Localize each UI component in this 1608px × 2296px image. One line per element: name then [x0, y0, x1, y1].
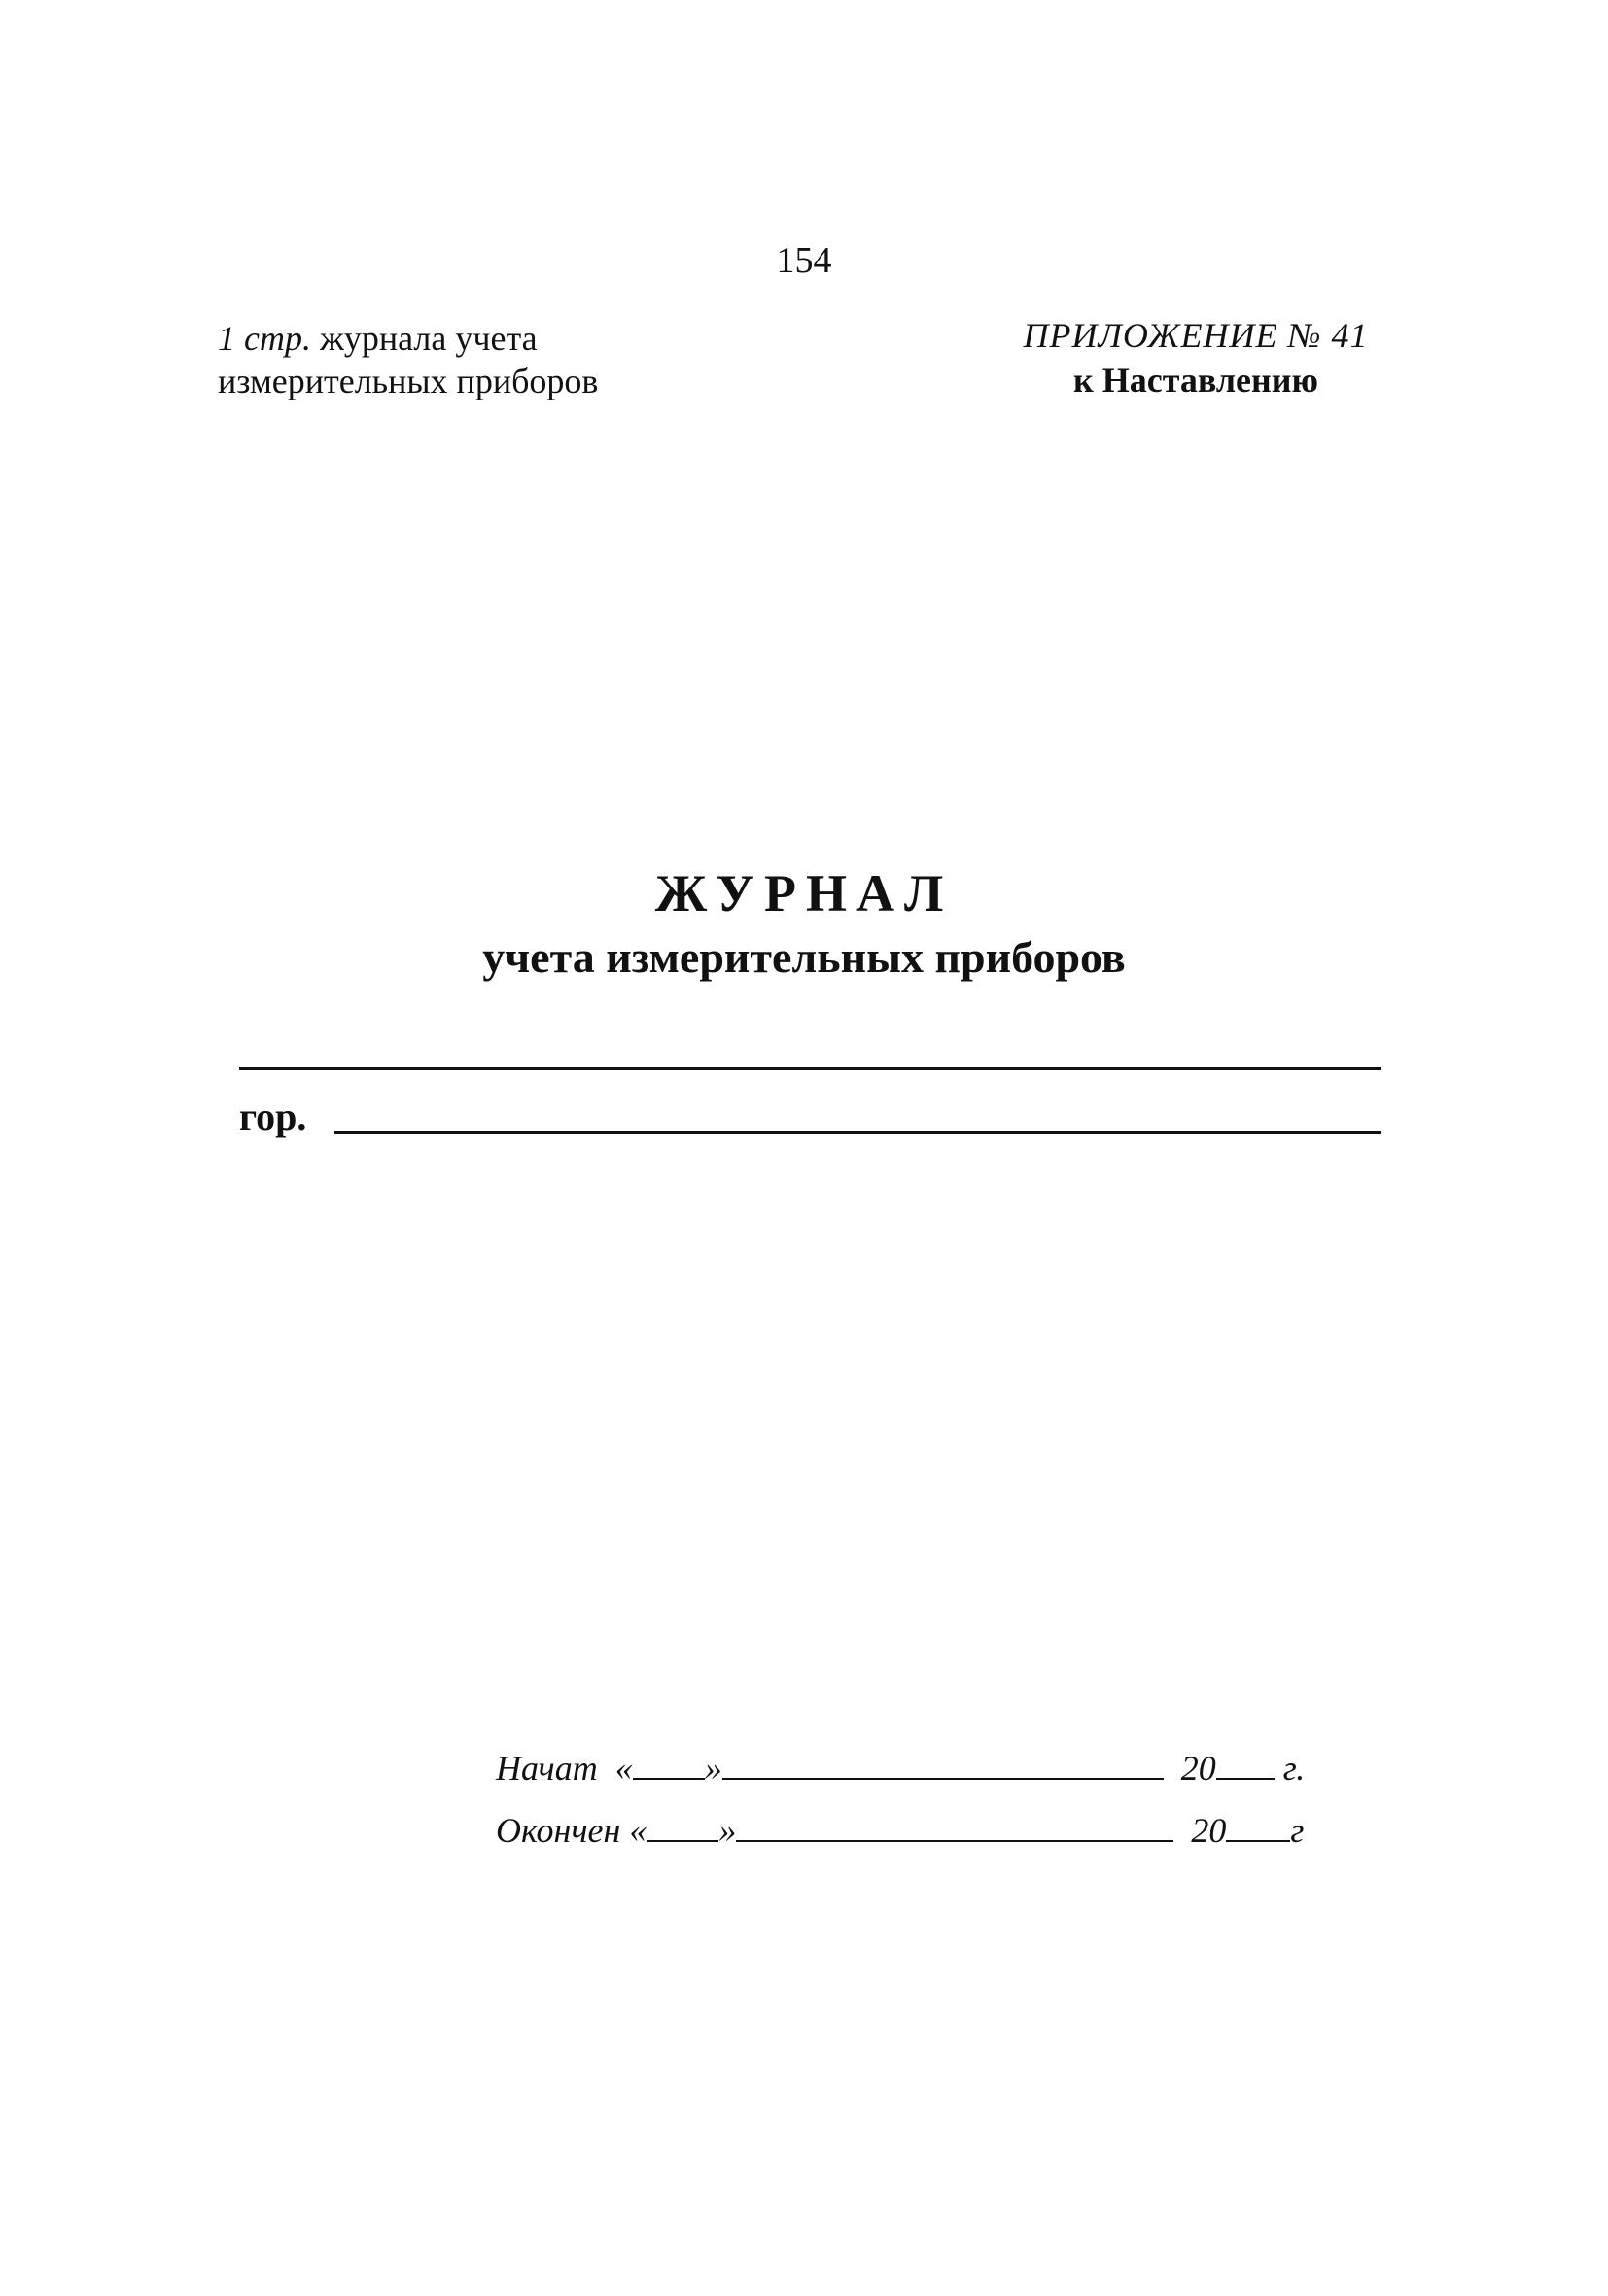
- page-reference-rest: журнала учета: [310, 319, 538, 358]
- finished-open-quote: «: [629, 1811, 647, 1850]
- city-blank-line: [334, 1131, 1381, 1134]
- appendix-block: [972, 313, 1419, 402]
- page-reference-italic: 1 стр.: [218, 319, 311, 358]
- started-month-blank: [722, 1749, 1164, 1780]
- finished-year-blank: [1226, 1811, 1290, 1842]
- finished-date-row: [496, 1810, 1304, 1851]
- finished-month-blank: [736, 1811, 1173, 1842]
- document-subtitle: учета измерительных приборов: [482, 932, 1126, 982]
- started-label: Начат: [496, 1749, 598, 1788]
- started-year-suffix: г.: [1282, 1749, 1306, 1788]
- started-year-blank: [1216, 1749, 1275, 1780]
- finished-year-suffix: г: [1290, 1811, 1305, 1850]
- page-reference-line-2: измерительных приборов: [218, 362, 599, 400]
- document-title: ЖУРНАЛ: [654, 864, 954, 922]
- started-open-quote: «: [614, 1749, 633, 1788]
- page-reference-line-1: [218, 317, 598, 360]
- finished-day-blank: [647, 1811, 718, 1842]
- appendix-manual-ref: к Наставлению: [1073, 361, 1318, 400]
- finished-close-quote: »: [718, 1811, 737, 1850]
- page-number: 154: [776, 240, 832, 281]
- city-label: гор.: [239, 1095, 307, 1138]
- finished-label: Окончен: [496, 1811, 621, 1850]
- started-date-row: [496, 1748, 1305, 1789]
- page-reference: [218, 317, 598, 402]
- started-year-prefix: 20: [1180, 1749, 1216, 1788]
- appendix-label: ПРИЛОЖЕНИЕ № 41: [1023, 316, 1369, 355]
- started-close-quote: »: [704, 1749, 722, 1788]
- organization-blank-line: [239, 1067, 1381, 1070]
- finished-year-prefix: 20: [1191, 1811, 1227, 1850]
- started-day-blank: [633, 1749, 705, 1780]
